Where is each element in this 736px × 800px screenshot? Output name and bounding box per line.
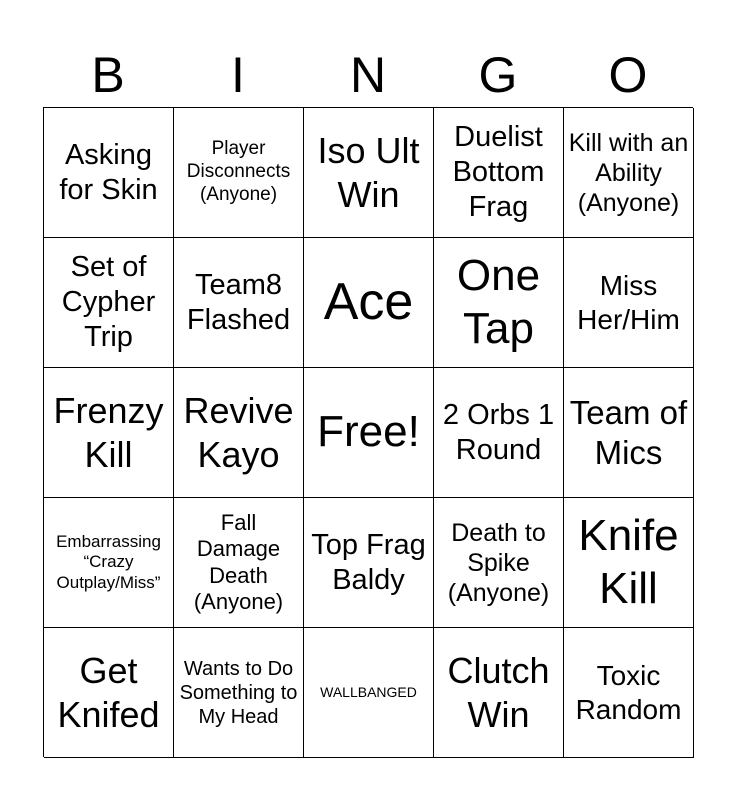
bingo-cell[interactable] — [304, 238, 434, 368]
bingo-cell-text: One Tap — [456, 250, 541, 353]
bingo-cell[interactable] — [434, 108, 564, 238]
bingo-cell-text: Toxic Random — [575, 659, 682, 725]
bingo-cell[interactable] — [304, 368, 434, 498]
bingo-cell-text: Miss Her/Him — [577, 269, 680, 335]
bingo-cell-text: Free! — [317, 407, 420, 457]
bingo-cell[interactable] — [564, 368, 694, 498]
bingo-cell-text: 2 Orbs 1 Round — [442, 398, 555, 466]
header-letter-g: G — [478, 47, 518, 103]
bingo-cell[interactable] — [564, 498, 694, 628]
bingo-cell[interactable] — [304, 108, 434, 238]
bingo-cell[interactable] — [44, 238, 174, 368]
bingo-cell[interactable] — [434, 628, 564, 758]
bingo-cell[interactable] — [564, 238, 694, 368]
bingo-cell-text: Kill with an Ability (Anyone) — [568, 128, 689, 217]
bingo-header — [43, 44, 693, 106]
header-letter-o: O — [608, 47, 648, 103]
bingo-cell-text: Revive Kayo — [183, 390, 294, 475]
bingo-cell-text: Embarrassing “Crazy Outplay/Miss” — [56, 531, 161, 592]
bingo-cell[interactable] — [174, 108, 304, 238]
header-letter-i: I — [231, 47, 245, 103]
bingo-cell[interactable] — [174, 238, 304, 368]
bingo-cell[interactable] — [44, 498, 174, 628]
bingo-cell[interactable] — [304, 628, 434, 758]
bingo-cell-text: Get Knifed — [57, 650, 160, 735]
bingo-cell[interactable] — [174, 368, 304, 498]
bingo-cell-text: WALLBANGED — [320, 684, 417, 701]
bingo-cell[interactable] — [44, 628, 174, 758]
bingo-cell-text: Team8 Flashed — [186, 268, 291, 336]
bingo-cell-text: Ace — [323, 273, 414, 332]
bingo-cell-text: Knife Kill — [578, 510, 679, 613]
bingo-cell-text: Player Disconnects (Anyone) — [186, 138, 291, 205]
bingo-cell-text: Clutch Win — [447, 650, 550, 735]
header-letter-b: B — [91, 47, 125, 103]
bingo-cell[interactable] — [564, 108, 694, 238]
bingo-cell[interactable] — [174, 498, 304, 628]
bingo-cell-text: Frenzy Kill — [53, 390, 164, 475]
bingo-cell-text: Fall Damage Death (Anyone) — [193, 509, 284, 614]
bingo-cell[interactable] — [434, 368, 564, 498]
bingo-cell-text: Wants to Do Something to My Head — [179, 657, 298, 728]
bingo-cell-text: Top Frag Baldy — [311, 528, 426, 596]
bingo-cell-text: Asking for Skin — [59, 138, 158, 206]
bingo-cell[interactable] — [434, 498, 564, 628]
bingo-cell[interactable] — [564, 628, 694, 758]
bingo-cell[interactable] — [44, 368, 174, 498]
bingo-cell-text: Iso Ult Win — [317, 130, 420, 215]
header-letter-n: N — [349, 47, 387, 103]
bingo-cell-text: Team of Mics — [569, 393, 688, 471]
bingo-cell[interactable] — [44, 108, 174, 238]
bingo-board — [43, 107, 693, 757]
bingo-cell-text: Duelist Bottom Frag — [452, 121, 545, 223]
bingo-cell-text: Set of Cypher Trip — [61, 251, 156, 353]
bingo-cell[interactable] — [174, 628, 304, 758]
bingo-cell-text: Death to Spike (Anyone) — [447, 518, 550, 607]
bingo-cell[interactable] — [434, 238, 564, 368]
bingo-cell[interactable] — [304, 498, 434, 628]
